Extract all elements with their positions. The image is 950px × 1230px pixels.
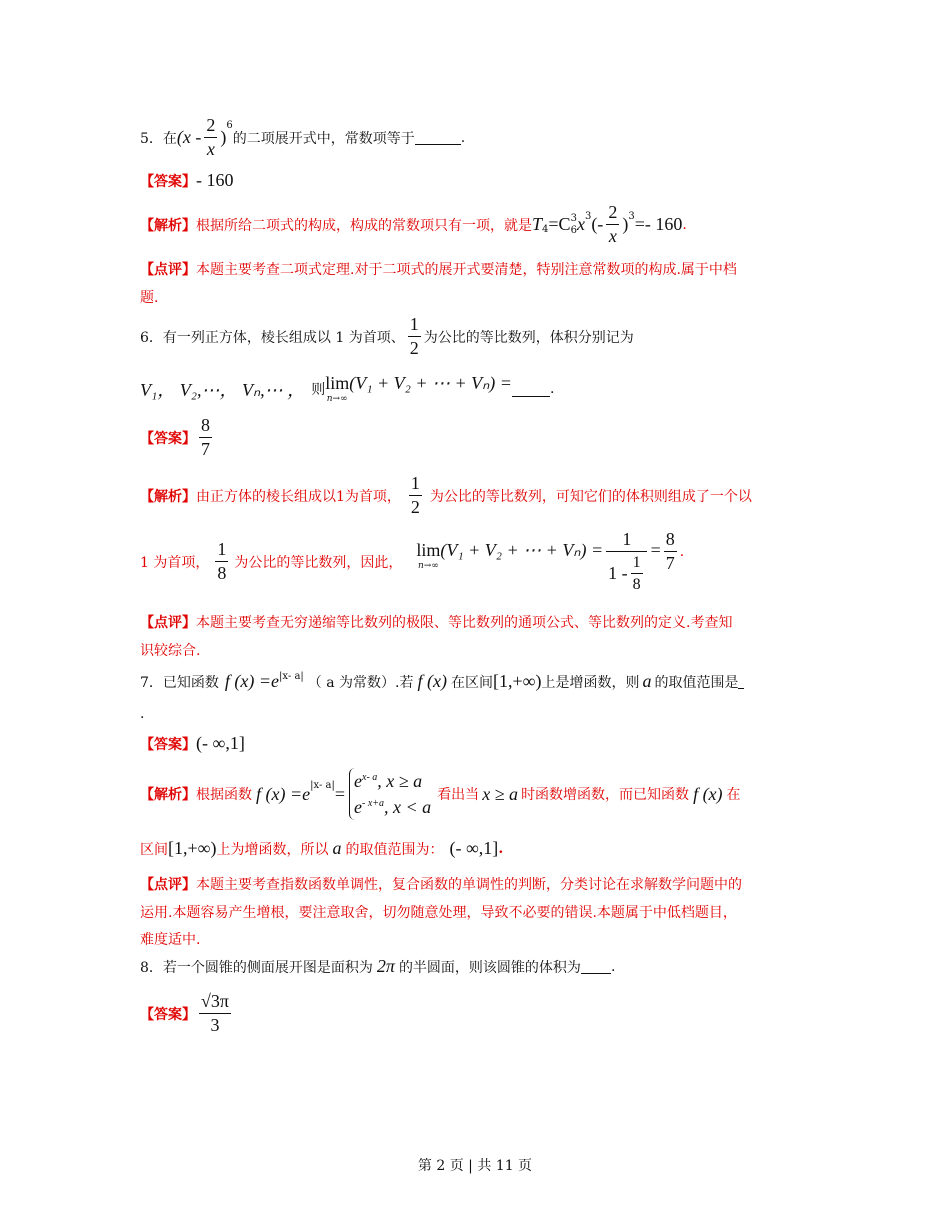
q7-analysis-2b: 上为增函数，所以 <box>216 841 329 858</box>
q6-analysis <box>140 472 752 519</box>
q6-answer-fraction <box>199 414 212 461</box>
q5-comment-cont <box>140 287 158 307</box>
q7-fx2: f (x) <box>417 671 447 691</box>
small-den: 8 <box>632 576 641 593</box>
q8-text: 的半圆面，则该圆锥的体积为 <box>398 959 581 976</box>
q5-comment-text-2: 题. <box>140 290 159 306</box>
answer-label: 【答案】 <box>140 430 196 447</box>
res-den: 7 <box>665 553 675 573</box>
formula-c-sub: 6 <box>570 224 577 236</box>
eq: = <box>334 783 346 804</box>
case-2-base: e <box>354 797 363 817</box>
q7-fx: f (x) =e <box>224 671 280 691</box>
q8-question <box>140 956 615 977</box>
formula-close: ) <box>622 214 629 234</box>
case-2 <box>354 794 431 820</box>
q7-question <box>140 671 744 692</box>
frac-num: 1 <box>409 472 422 496</box>
q6-then: 则 <box>311 382 326 398</box>
formula-t-sub: 4 <box>542 224 549 235</box>
q7-answer-value: (- ∞,1] <box>196 733 245 753</box>
answer-label: 【答案】 <box>140 173 196 190</box>
q6-lim <box>325 373 349 405</box>
q7-analysis-a-var: a <box>332 838 342 858</box>
q7-in: 在区间 <box>450 674 493 691</box>
q7-comment-cont2 <box>140 929 200 949</box>
comment-label: 【点评】 <box>140 262 196 278</box>
lim <box>416 540 440 572</box>
q7-comment <box>140 874 742 894</box>
q5-answer-value: - 160 <box>196 170 234 190</box>
q8-blank <box>581 959 611 974</box>
q6-fraction <box>408 313 421 360</box>
q5-analysis-formula <box>532 201 682 248</box>
case-1 <box>354 768 431 794</box>
formula-open: (- <box>591 214 604 234</box>
analysis-label: 【解析】 <box>140 488 196 505</box>
q6-lim-expr: (V₁ + V₂ + ⋯ + Vₙ) = <box>349 373 512 393</box>
q6-analysis-text-a: 由正方体的棱长组成以1为首项， <box>196 488 401 505</box>
big-den <box>606 552 648 595</box>
q5-blank <box>415 130 461 145</box>
q8-answer-den: 3 <box>210 1015 220 1035</box>
q5-answer <box>140 170 234 191</box>
q7-analysis-b: 看出当 <box>437 787 480 803</box>
q6-answer-num: 8 <box>199 414 212 438</box>
case-1-exp: x- a <box>362 772 378 783</box>
comment-label: 【点评】 <box>140 877 196 893</box>
small-fraction <box>631 552 643 595</box>
q6-analysis-2a: 1 为首项， <box>140 554 210 571</box>
q7-comment-text-2: 运用.本题容易产生增根，要注意取舍，切勿随意处理，导致不必要的错误.本题属于中低档题目， <box>140 905 737 921</box>
q5-frac-den: x <box>206 139 215 159</box>
q7-paren: （ a 为常数）.若 <box>307 674 414 691</box>
q7-analysis-a: 根据函数 <box>196 787 252 803</box>
formula-c: =C <box>548 214 571 234</box>
analysis-label: 【解析】 <box>140 787 196 803</box>
q7-analysis-result: (- ∞,1] <box>449 838 499 858</box>
q8-answer-fraction <box>199 990 231 1037</box>
q5-number: 5．在 <box>140 130 177 147</box>
q5-analysis <box>140 201 687 248</box>
q7-analysis-2a: 区间 <box>140 841 168 858</box>
q5-exponent: 6 <box>226 120 233 131</box>
q7-piecewise <box>256 768 431 820</box>
formula-frac-den: x <box>608 226 617 246</box>
q7-blank <box>738 674 744 689</box>
formula-x: x <box>576 214 585 234</box>
formula-frac-num: 2 <box>606 201 619 225</box>
q5-text: 的二项展开式中，常数项等于 <box>232 130 415 147</box>
q8-end: . <box>610 958 616 975</box>
q5-analysis-end: . <box>682 216 687 233</box>
q7-number: 7．已知函数 <box>140 674 219 691</box>
case-1-cond: , x ≥ a <box>377 771 423 791</box>
q8-number: 8．若一个圆锥的侧面展开图是面积为 <box>140 959 373 976</box>
lim-sub: n→∞ <box>326 394 348 404</box>
q7-fx-sup: |x- a| <box>279 671 304 682</box>
case-2-cond: , x < a <box>384 797 432 817</box>
q7-comment-text: 本题主要考查指数函数单调性，复合函数的单调性的判断，分类讨论在求解数学问题中的 <box>196 877 742 893</box>
case-1-base: e <box>354 771 363 791</box>
q6-question <box>140 313 634 360</box>
lim-sub: n→∞ <box>417 561 439 571</box>
frac-den: 2 <box>410 497 420 517</box>
q6-number: 6．有一列正方体，棱长组成以 1 为首项、 <box>140 329 405 346</box>
q6-frac-num: 1 <box>408 313 421 337</box>
q7-text2: 的取值范围是 <box>654 674 739 691</box>
q6-end: . <box>549 381 555 397</box>
eq: = <box>650 540 661 560</box>
q6-analysis-end: . <box>679 544 685 560</box>
q7-text: 上是增函数，则 <box>541 674 640 691</box>
q5-fraction <box>204 114 217 161</box>
big-fraction <box>606 528 648 595</box>
q6-comment-text-2: 识较综合. <box>140 643 201 659</box>
q8-answer-num: √3π <box>199 990 231 1014</box>
q6-comment <box>140 612 732 632</box>
q6-analysis-fraction <box>409 472 422 519</box>
q7-analysis-2c: 的取值范围为： <box>345 841 444 858</box>
q6-question-line2 <box>140 373 554 405</box>
q5-question <box>140 114 465 161</box>
q6-analysis-line2 <box>140 528 684 595</box>
q7-answer <box>140 733 245 754</box>
q5-expr: (x - <box>176 127 202 147</box>
formula-fraction <box>606 201 619 248</box>
q7-analysis-end: . <box>498 840 504 857</box>
q7-a: a <box>642 671 652 691</box>
q7-dot-line <box>140 706 144 722</box>
q7-comment-cont <box>140 902 737 922</box>
q7-comment-text-3: 难度适中. <box>140 932 201 948</box>
q8-answer <box>140 990 234 1037</box>
q6-frac-den: 2 <box>409 338 419 358</box>
q5-comment-text: 本题主要考查二项式定理.对于二项式的展开式要清楚，特别注意常数项的构成.属于中档 <box>196 262 737 278</box>
q6-blank <box>512 382 550 397</box>
q6-analysis2-fraction <box>215 538 228 585</box>
formula-c-sup: 3 <box>570 212 577 224</box>
q6-analysis-2b: 为公比的等比数列，因此， <box>234 554 403 571</box>
big-num: 1 <box>606 528 647 552</box>
q7-interval: [1,+∞) <box>492 671 542 691</box>
q7-analysis-c: 时函数增函数，而已知函数 <box>521 787 690 803</box>
frac-den: 8 <box>217 563 227 583</box>
q5-end: . <box>460 129 466 146</box>
q7-analysis-interval: [1,+∞) <box>168 838 217 858</box>
fx: f (x) =e <box>256 783 311 804</box>
fx-sup: |x- a| <box>310 780 335 791</box>
q5-expr-close: ) <box>220 127 227 147</box>
q6-comment-cont <box>140 640 200 660</box>
q7-analysis-cond: x ≥ a <box>482 783 519 804</box>
frac-num: 1 <box>215 538 228 562</box>
q6-answer-den: 7 <box>201 439 210 459</box>
result-fraction <box>664 528 677 575</box>
big-den-a: 1 - <box>608 563 628 583</box>
q5-analysis-text: 根据所给二项式的构成，构成的常数项只有一项，就是 <box>196 217 532 234</box>
lim-expr: (V₁ + V₂ + ⋯ + Vₙ) = <box>440 540 604 560</box>
formula-x-sup: 3 <box>584 211 592 222</box>
q7-dot: . <box>140 706 145 722</box>
q6-answer <box>140 414 215 461</box>
cases-brace <box>349 768 431 820</box>
q6-vars: V₁， V₂,⋯， Vₙ,⋯ ， <box>140 380 306 400</box>
q7-analysis-fx2: f (x) <box>693 783 723 804</box>
q5-comment <box>140 259 737 279</box>
formula-t: T <box>532 214 543 234</box>
lim-word: lim <box>325 373 350 393</box>
q7-analysis-line2 <box>140 838 503 859</box>
q8-area: 2π <box>376 956 395 976</box>
analysis-label: 【解析】 <box>140 217 196 234</box>
answer-label: 【答案】 <box>140 736 196 753</box>
formula-close-sup: 3 <box>628 211 635 222</box>
q6-analysis-formula <box>416 528 684 595</box>
res-num: 8 <box>664 528 677 552</box>
q5-frac-num: 2 <box>204 114 217 138</box>
lim-word: lim <box>416 540 441 560</box>
answer-label: 【答案】 <box>140 1006 196 1023</box>
case-2-exp: - x+a <box>362 798 385 809</box>
q7-analysis <box>140 768 741 820</box>
page-footer: 第 2 页 | 共 11 页 <box>417 1158 533 1174</box>
q6-analysis-text-b: 为公比的等比数列，可知它们的体积则组成了一个以 <box>429 488 752 505</box>
formula-result: =- 160 <box>634 214 683 234</box>
comment-label: 【点评】 <box>140 615 196 631</box>
q6-text: 为公比的等比数列，体积分别记为 <box>423 329 634 346</box>
small-num: 1 <box>631 552 643 574</box>
q6-comment-text: 本题主要考查无穷递缩等比数列的极限、等比数列的通项公式、等比数列的定义.考查知 <box>196 615 733 631</box>
q7-analysis-d: 在 <box>726 787 741 803</box>
